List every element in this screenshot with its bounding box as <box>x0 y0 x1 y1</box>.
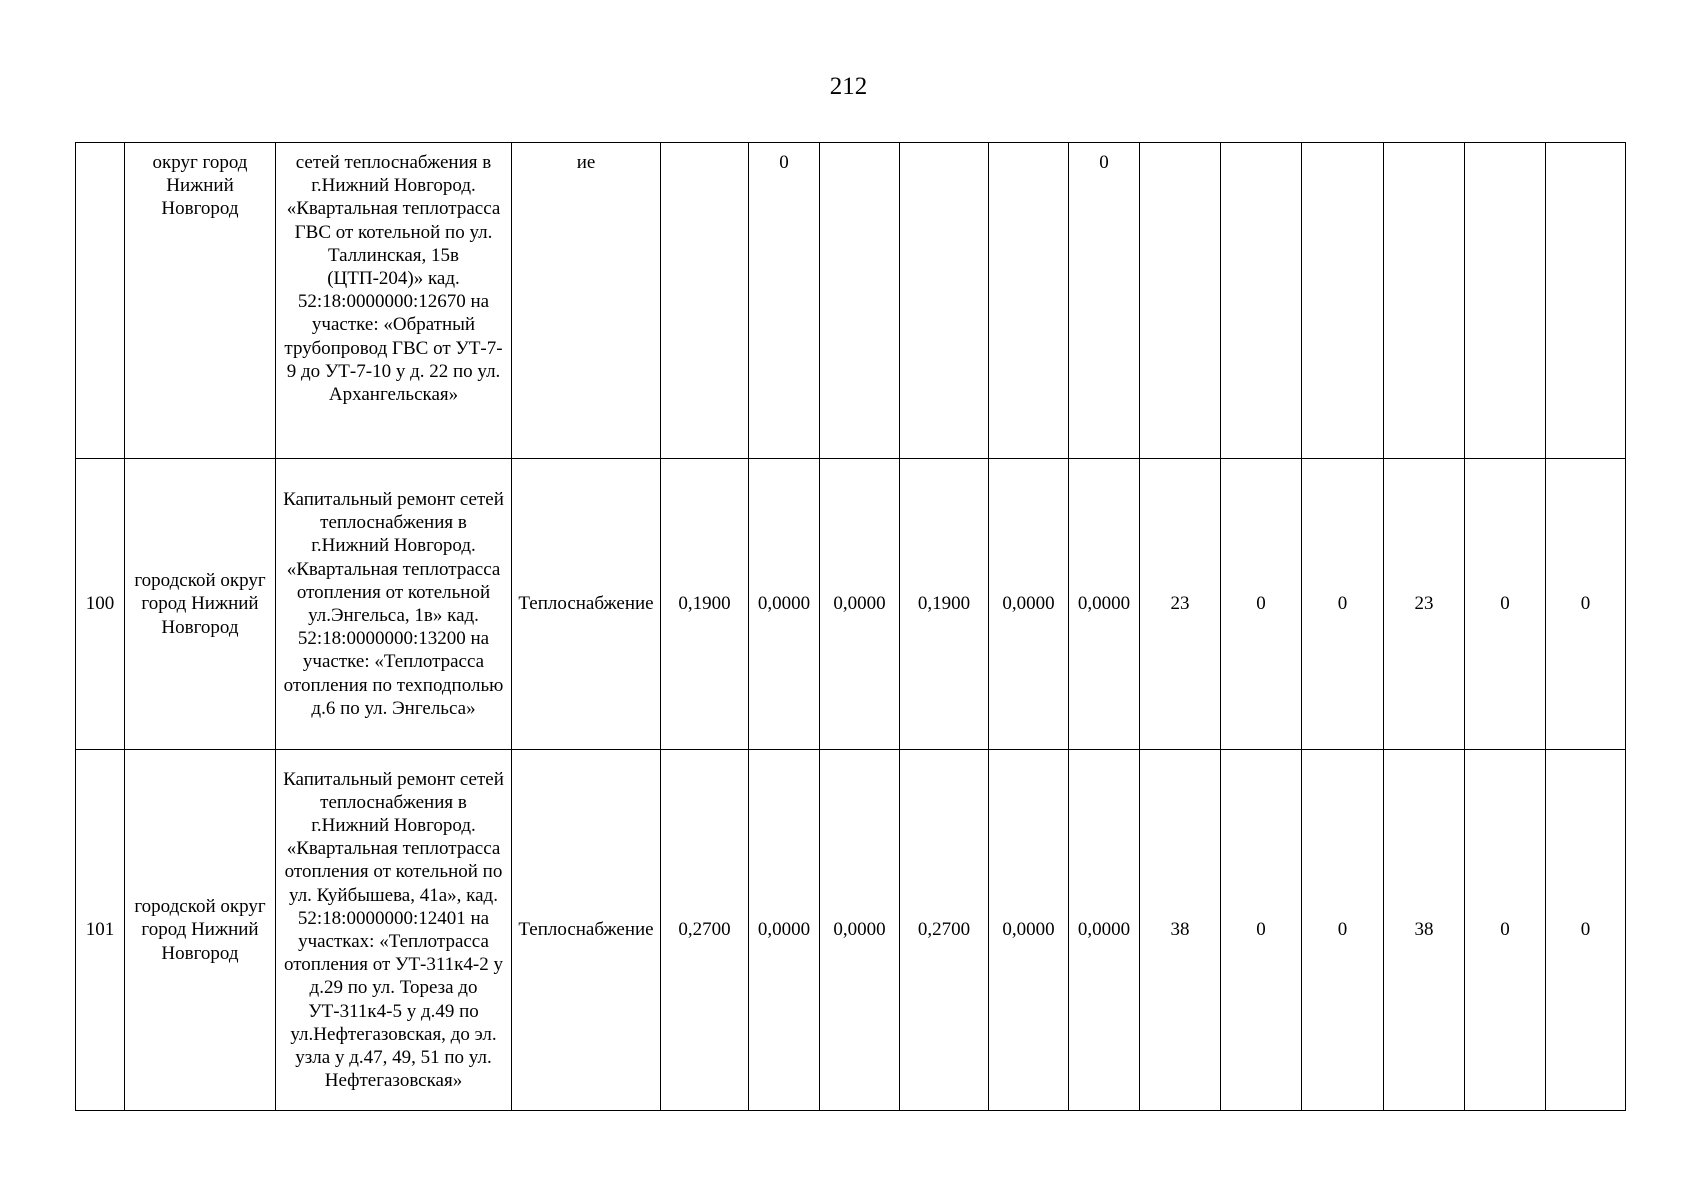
cell-municipality: округ город Нижний Новгород <box>125 143 276 459</box>
cell-value: 23 <box>1140 459 1221 750</box>
cell-value <box>989 143 1069 459</box>
table-row <box>76 750 1626 1111</box>
cell-value: 0,0000 <box>1069 750 1140 1111</box>
cell-number: 100 <box>76 459 125 750</box>
cell-value: 0,1900 <box>900 459 989 750</box>
cell-municipality: городской округ город Нижний Новгород <box>125 459 276 750</box>
cell-value: 0,0000 <box>820 459 900 750</box>
cell-value <box>1546 143 1626 459</box>
cell-value: 0,2700 <box>661 750 749 1111</box>
cell-value: 38 <box>1140 750 1221 1111</box>
cell-value: 38 <box>1384 750 1465 1111</box>
cell-value: 0,2700 <box>900 750 989 1111</box>
cell-value: 0,0000 <box>989 750 1069 1111</box>
cell-value: 0 <box>1302 750 1384 1111</box>
cell-value: 0 <box>749 143 820 459</box>
cell-value: 23 <box>1384 459 1465 750</box>
cell-value: 0 <box>1302 459 1384 750</box>
cell-value: 0,0000 <box>749 750 820 1111</box>
cell-value: 0 <box>1546 459 1626 750</box>
table-row <box>76 143 1626 459</box>
cell-value <box>1384 143 1465 459</box>
cell-value: 0,0000 <box>749 459 820 750</box>
cell-value: 0,0000 <box>1069 459 1140 750</box>
cell-value <box>1302 143 1384 459</box>
cell-sector: Теплоснабжение <box>512 750 661 1111</box>
cell-value: 0 <box>1465 459 1546 750</box>
cell-value: 0,1900 <box>661 459 749 750</box>
cell-municipality: городской округ город Нижний Новгород <box>125 750 276 1111</box>
cell-value: 0 <box>1221 750 1302 1111</box>
cell-value <box>1221 143 1302 459</box>
cell-description: Капитальный ремонт сетей теплоснабжения в г.Нижний Новгород. «Квартальная теплотрасса отопления от котельной ул.Энгельса, 1в» кад. 52:18:0000000:13200 на участке: «Теплотрасса отопления по техподполью д.6 по ул. Энгельса» <box>276 459 512 750</box>
cell-sector: Теплоснабжение <box>512 459 661 750</box>
cell-value <box>1140 143 1221 459</box>
cell-value <box>661 143 749 459</box>
investment-program-table <box>75 142 1626 1111</box>
cell-value: 0 <box>1546 750 1626 1111</box>
cell-value: 0 <box>1069 143 1140 459</box>
cell-value <box>820 143 900 459</box>
cell-value <box>1465 143 1546 459</box>
cell-description: Капитальный ремонт сетей теплоснабжения в г.Нижний Новгород. «Квартальная теплотрасса отопления от котельной по ул. Куйбышева, 41а», кад. 52:18:0000000:12401 на участках: «Теплотрасса отопления от УТ-311к4-2 у д.29 по ул. Тореза до УТ-311к4-5 у д.49 по ул.Нефтегазовская, до эл. узла у д.47, 49, 51 по ул. Нефтегазовская» <box>276 750 512 1111</box>
cell-value: 0,0000 <box>820 750 900 1111</box>
cell-value: 0,0000 <box>989 459 1069 750</box>
table-row <box>76 459 1626 750</box>
cell-sector: ие <box>512 143 661 459</box>
cell-number <box>76 143 125 459</box>
cell-value <box>900 143 989 459</box>
cell-value: 0 <box>1221 459 1302 750</box>
cell-value: 0 <box>1465 750 1546 1111</box>
cell-description: сетей теплоснабжения в г.Нижний Новгород. «Квартальная теплотрасса ГВС от котельной по ул. Таллинская, 15в (ЦТП-204)» кад. 52:18:0000000:12670 на участке: «Обратный трубопровод ГВС от УТ-7-9 до УТ-7-10 у д. 22 по ул. Архангельская» <box>276 143 512 459</box>
cell-number: 101 <box>76 750 125 1111</box>
page-number: 212 <box>829 73 868 100</box>
